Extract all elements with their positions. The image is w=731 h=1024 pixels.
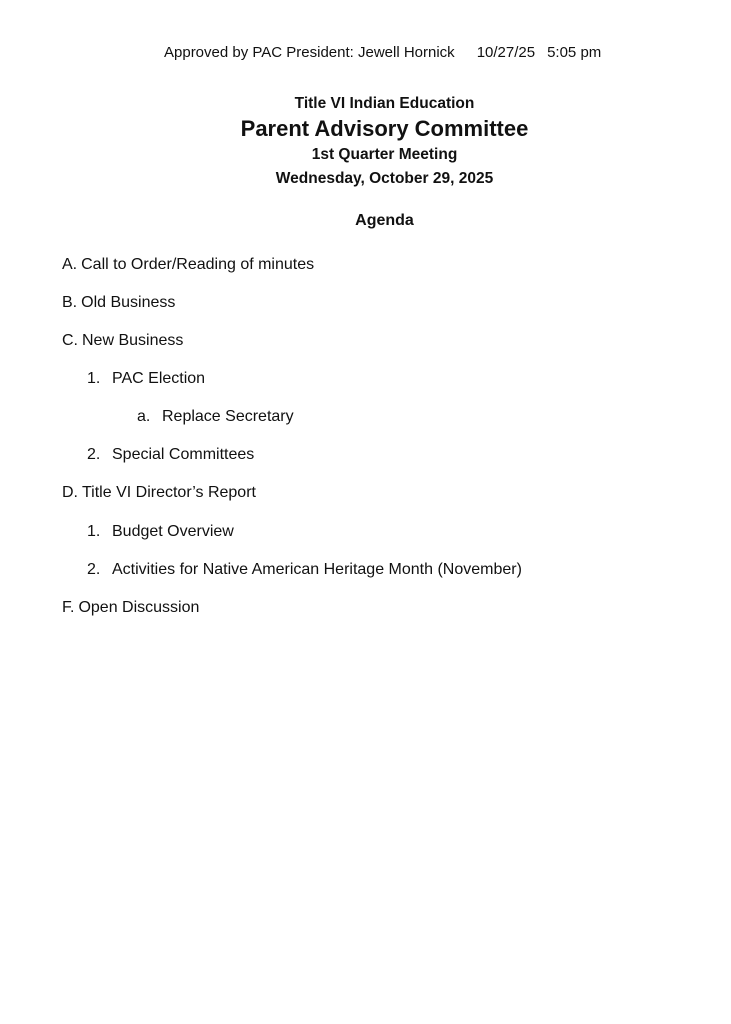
approval-text: Approved by PAC President: Jewell Hornick bbox=[164, 44, 455, 61]
approval-line bbox=[164, 44, 601, 61]
agenda-item-marker: 2. bbox=[87, 446, 101, 463]
meeting-date: Wednesday, October 29, 2025 bbox=[275, 170, 494, 187]
agenda-item-text: Activities for Native American Heritage Month (November) bbox=[112, 561, 522, 578]
agenda-item-text: Budget Overview bbox=[112, 523, 234, 540]
agenda-item-text: PAC Election bbox=[112, 370, 206, 387]
agenda-item-text: Replace Secretary bbox=[162, 408, 294, 425]
agenda-item-special-committees bbox=[87, 446, 254, 464]
organization-title: Title VI Indian Education bbox=[294, 95, 475, 112]
agenda-item-text: Old Business bbox=[81, 294, 176, 311]
agenda-item-call-to-order bbox=[62, 256, 314, 274]
agenda-item-text: Title VI Director’s Report bbox=[82, 484, 256, 501]
agenda-item-text: Special Committees bbox=[112, 446, 255, 463]
agenda-item-budget-overview bbox=[87, 523, 234, 541]
agenda-item-marker: A. bbox=[62, 256, 78, 273]
agenda-item-marker: F. bbox=[62, 599, 75, 616]
agenda-heading: Agenda bbox=[355, 212, 414, 229]
committee-title: Parent Advisory Committee bbox=[240, 116, 529, 141]
agenda-item-marker: 2. bbox=[87, 561, 101, 578]
agenda-item-text: New Business bbox=[82, 332, 184, 349]
agenda-item-marker: 1. bbox=[87, 523, 101, 540]
meeting-title: 1st Quarter Meeting bbox=[311, 146, 458, 163]
agenda-item-text: Open Discussion bbox=[78, 599, 200, 616]
agenda-item-replace-secretary bbox=[137, 408, 294, 426]
agenda-item-marker: a. bbox=[137, 408, 151, 425]
approval-date: 10/27/25 bbox=[476, 44, 536, 61]
agenda-item-marker: D. bbox=[62, 484, 78, 501]
agenda-item-marker: C. bbox=[62, 332, 78, 349]
agenda-item-pac-election bbox=[87, 370, 205, 388]
agenda-item-marker: B. bbox=[62, 294, 78, 311]
agenda-item-text: Call to Order/Reading of minutes bbox=[81, 256, 315, 273]
agenda-item-open-discussion bbox=[62, 599, 199, 617]
approval-time: 5:05 pm bbox=[547, 44, 602, 61]
agenda-item-marker: 1. bbox=[87, 370, 101, 387]
agenda-item-new-business bbox=[62, 332, 183, 350]
agenda-item-old-business bbox=[62, 294, 175, 312]
agenda-item-heritage-month bbox=[87, 561, 522, 579]
agenda-item-directors-report bbox=[62, 484, 256, 502]
